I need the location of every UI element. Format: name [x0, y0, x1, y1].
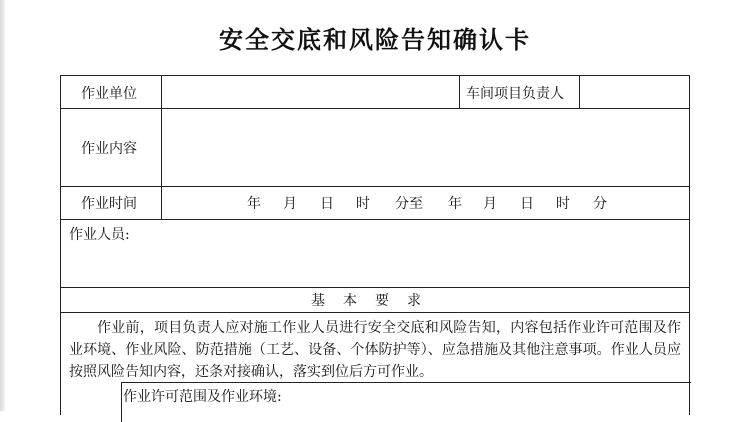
time-unit: 月 — [283, 196, 297, 212]
row-divider — [61, 287, 689, 288]
time-unit: 年 — [448, 196, 462, 212]
col-divider — [121, 382, 122, 422]
col-divider — [579, 76, 580, 108]
time-unit: 年 — [247, 196, 261, 212]
time-unit: 时 — [356, 196, 370, 212]
work-content-label: 作业内容 — [81, 141, 137, 157]
page-edge — [0, 0, 5, 411]
document-title: 安全交底和风险告知确认卡 — [219, 25, 531, 54]
permit-scope-label: 作业许可范围及作业环境: — [123, 389, 282, 405]
time-units-row — [161, 186, 689, 219]
requirements-paragraph: 作业前，项目负责人应对施工作业人员进行安全交底和风险告知，内容包括作业许可范围及作业环境、作业风险、防范措施（工艺、设备、个体防护等）、应急措施及其他注意事项。作业人员应按照风险告知内容，还条对接确认，落实到位后方可作业。 — [69, 320, 681, 380]
time-unit: 时 — [556, 196, 570, 212]
col-divider — [459, 76, 460, 108]
work-time-label: 作业时间 — [81, 196, 137, 212]
requirements-heading: 基本要求 — [311, 293, 439, 309]
row-divider — [61, 312, 689, 313]
work-unit-label: 作业单位 — [81, 86, 137, 102]
row-divider — [61, 108, 689, 109]
personnel-label: 作业人员: — [69, 227, 130, 243]
row-divider — [61, 219, 689, 220]
form-table — [60, 75, 690, 415]
time-unit: 日 — [520, 196, 534, 212]
time-unit: 日 — [320, 196, 334, 212]
time-unit: 分 — [593, 196, 607, 212]
time-unit: 月 — [483, 196, 497, 212]
time-unit: 分至 — [395, 196, 423, 212]
project-manager-label: 车间项目负责人 — [466, 86, 564, 102]
